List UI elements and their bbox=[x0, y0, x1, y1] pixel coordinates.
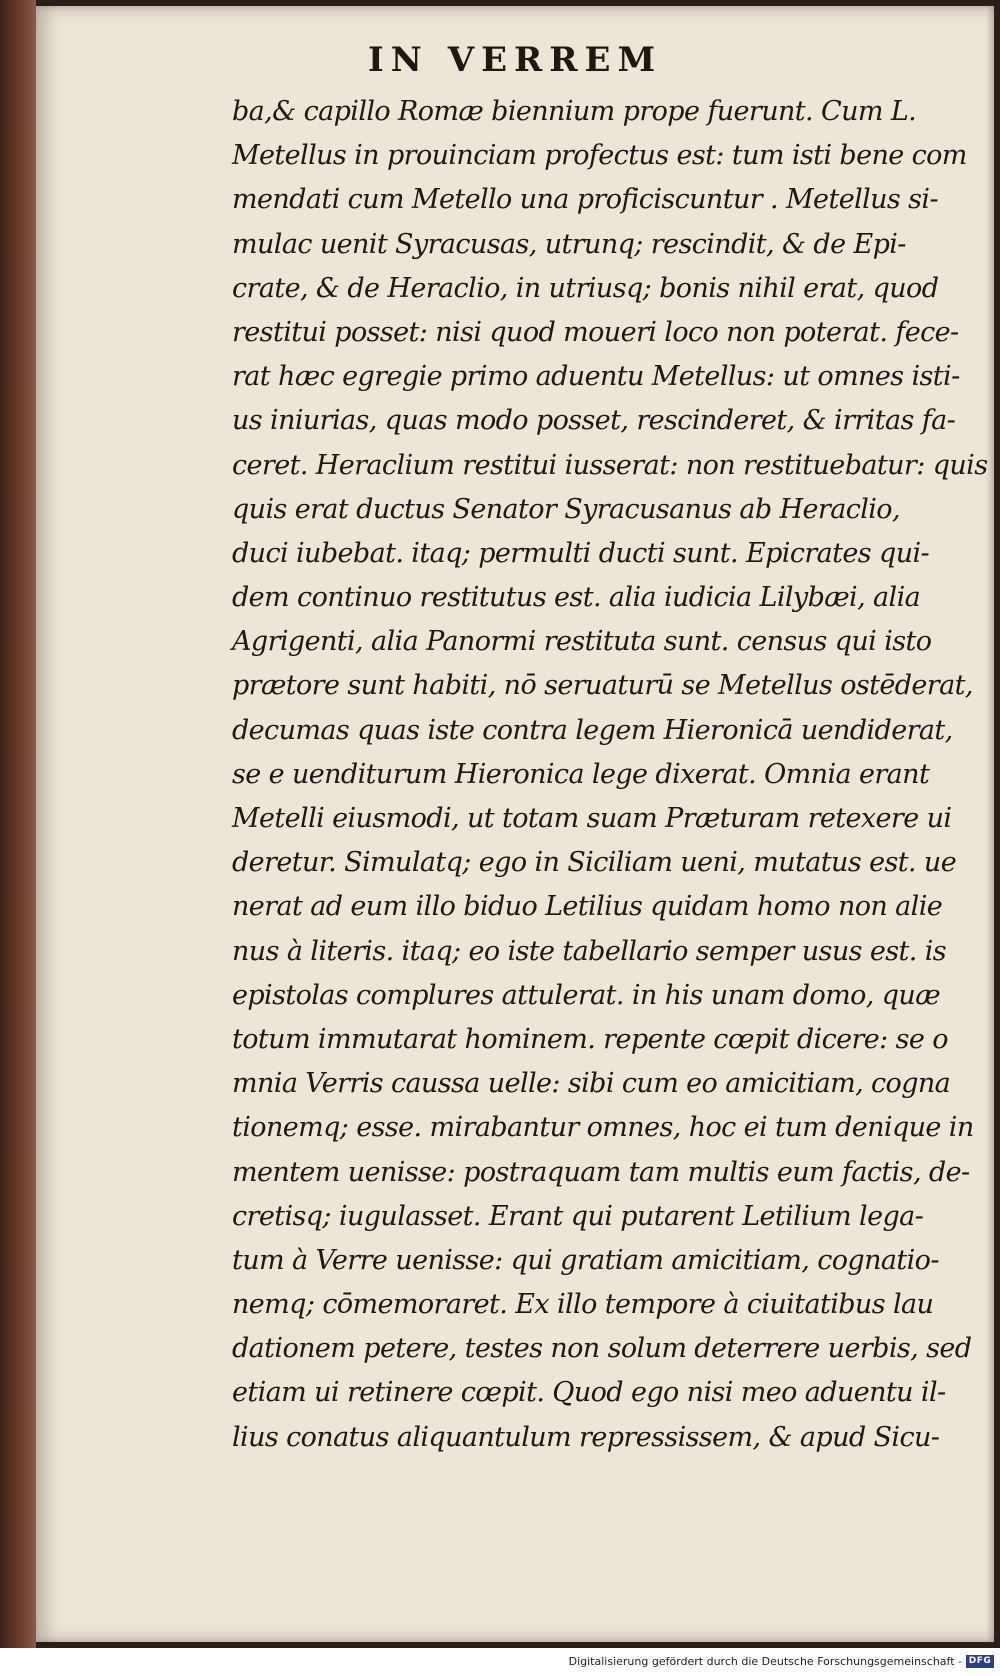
text-line: dationem petere, testes non solum deterrere uerbis, sed bbox=[232, 1333, 972, 1365]
text-line: tum à Verre uenisse: qui gratiam amicitiam, cognatio- bbox=[232, 1244, 939, 1276]
text-line: decumas quas iste contra legem Hieronicā uendiderat, bbox=[232, 714, 953, 746]
body-text bbox=[232, 90, 988, 1460]
text-line: nus à literis. itaq; eo iste tabellario semper usus est. is bbox=[232, 935, 946, 967]
text-line: rat hæc egregie primo aduentu Metellus: ut omnes isti- bbox=[232, 361, 960, 393]
book-page bbox=[36, 6, 994, 1642]
text-line: Agrigenti, alia Panormi restituta sunt. census qui isto bbox=[232, 626, 932, 658]
text-line: Metellus in prouinciam profectus est: tum isti bene com bbox=[232, 140, 967, 172]
text-line: lius conatus aliquantulum repressissem, & apud Sicu- bbox=[232, 1421, 940, 1453]
digitization-footer bbox=[0, 1648, 1000, 1676]
text-line: nemq; cōmemoraret. Ex illo tempore à ciuitatibus lau bbox=[232, 1289, 934, 1321]
text-line: mulac uenit Syracusas, utrunq; rescindit, & de Epi- bbox=[232, 228, 906, 260]
text-line: cretisq; iugulasset. Erant qui putarent Letilium lega- bbox=[232, 1200, 924, 1232]
text-line: mentem uenisse: postraquam tam multis eum factis, de- bbox=[232, 1156, 970, 1188]
text-line: mnia Verris caussa uelle: sibi cum eo amicitiam, cogna bbox=[232, 1068, 951, 1100]
book-binding-edge bbox=[0, 0, 36, 1648]
text-line: deretur. Simulatq; ego in Siciliam ueni, mutatus est. ue bbox=[232, 847, 957, 879]
text-line: ceret. Heraclium restitui iusserat: non restituebatur: quis bbox=[232, 449, 988, 481]
text-line: duci iubebat. itaq; permulti ducti sunt. Epicrates qui- bbox=[232, 537, 930, 569]
text-line: restitui posset: nisi quod moueri loco non poterat. fece- bbox=[232, 316, 959, 348]
text-line: mendati cum Metello una proficiscuntur . Metellus si- bbox=[232, 184, 938, 216]
text-line: se e uenditurum Hieronica lege dixerat. Omnia erant bbox=[232, 758, 930, 790]
dfg-logo: DFG bbox=[966, 1655, 994, 1668]
running-head: IN VERREM bbox=[367, 40, 663, 80]
text-line: dem continuo restitutus est. alia iudicia Lilybæi, alia bbox=[232, 582, 921, 614]
text-line: epistolas complures attulerat. in his unam domo, quæ bbox=[232, 979, 941, 1011]
text-line: tionemq; esse. mirabantur omnes, hoc ei tum denique in bbox=[232, 1112, 974, 1144]
text-line: nerat ad eum illo biduo Letilius quidam homo non alie bbox=[232, 891, 943, 923]
text-line: Metelli eiusmodi, ut totam suam Præturam retexere ui bbox=[232, 803, 952, 834]
funding-credit: Digitalisierung gefördert durch die Deutsche Forschungsgemeinschaft - bbox=[568, 1655, 962, 1668]
text-line: ba,& capillo Romæ biennium prope fuerunt. Cum L. bbox=[232, 96, 917, 127]
text-line: quis erat ductus Senator Syracusanus ab Heraclio, bbox=[232, 493, 900, 525]
text-line: crate, & de Heraclio, in utriusq; bonis nihil erat, quod bbox=[232, 272, 939, 304]
text-line: totum immutarat hominem. repente cœpit dicere: se o bbox=[232, 1023, 948, 1055]
text-line: etiam ui retinere cœpit. Quod ego nisi meo aduentu il- bbox=[232, 1377, 946, 1409]
text-line: us iniurias, quas modo posset, rescinderet, & irritas fa- bbox=[232, 405, 956, 437]
text-line: prætore sunt habiti, nō seruaturū se Metellus ostēderat, bbox=[232, 670, 973, 702]
